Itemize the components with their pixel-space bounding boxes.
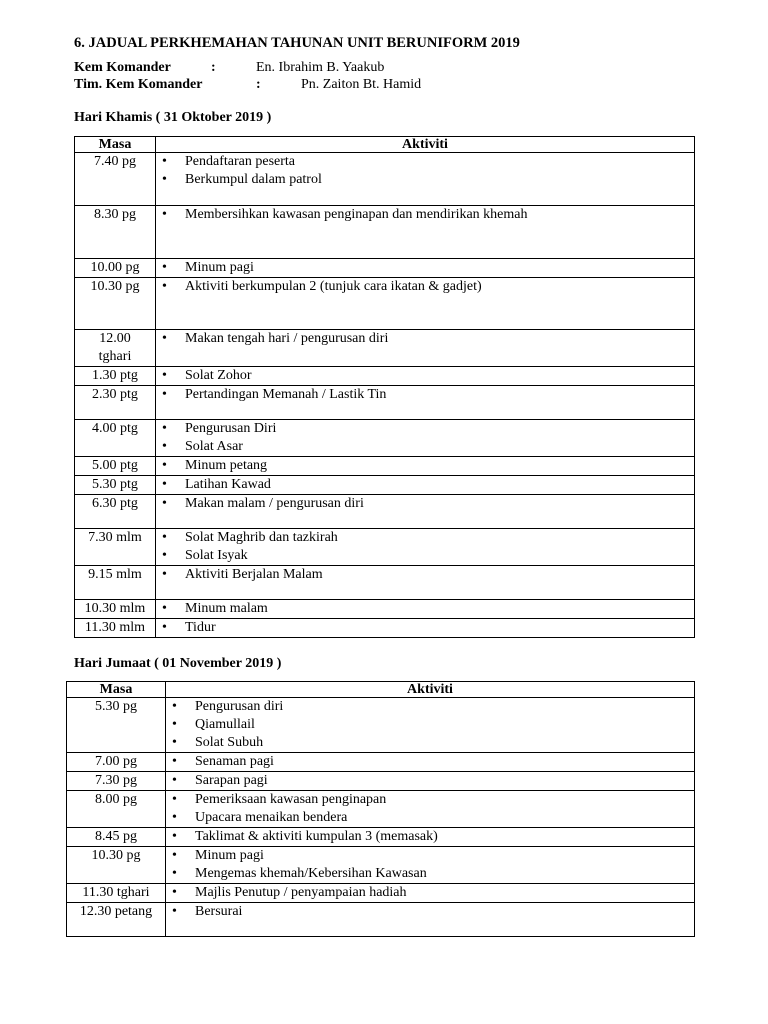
- activity-text: Pengurusan Diri: [185, 421, 277, 436]
- time-text: 12.00: [99, 331, 131, 346]
- table-row: [75, 529, 695, 566]
- table-row: [75, 457, 695, 476]
- time-text: 4.00 ptg: [92, 421, 138, 436]
- activity-item: [172, 903, 694, 921]
- activity-cell: [166, 828, 695, 847]
- activity-list: [162, 420, 694, 456]
- activity-item: [172, 828, 694, 846]
- document-title: 6. JADUAL PERKHEMAHAN TAHUNAN UNIT BERUNIFORM 2019: [74, 35, 520, 51]
- bullet-icon: •: [172, 810, 177, 825]
- activity-text: Solat Maghrib dan tazkirah: [185, 530, 338, 545]
- activity-text: Qiamullail: [195, 717, 255, 732]
- activity-cell: [156, 619, 695, 638]
- table-row: [75, 206, 695, 259]
- activity-cell: [166, 772, 695, 791]
- day2-schedule-table: [66, 681, 695, 937]
- activity-cell: [156, 153, 695, 206]
- time-cell: [67, 903, 166, 937]
- activity-cell: [156, 529, 695, 566]
- activity-cell: [166, 903, 695, 937]
- activity-cell: [156, 457, 695, 476]
- activity-text: Pemeriksaan kawasan penginapan: [195, 792, 387, 807]
- time-text: 8.45 pg: [95, 829, 137, 844]
- bullet-icon: •: [162, 421, 167, 436]
- activity-text: Membersihkan kawasan penginapan dan mendirikan khemah: [185, 207, 528, 222]
- time-cell: [75, 476, 156, 495]
- activity-cell: [156, 330, 695, 367]
- table-row: [75, 330, 695, 367]
- activity-list: [172, 753, 694, 771]
- bullet-icon: •: [172, 866, 177, 881]
- activity-list: [172, 698, 694, 752]
- time-cell: [75, 278, 156, 330]
- activity-list: [162, 457, 694, 475]
- commander-label: Kem Komander: [74, 60, 171, 75]
- table-row: [75, 367, 695, 386]
- time-cell: [75, 386, 156, 420]
- time-text: 7.00 pg: [95, 754, 137, 769]
- bullet-icon: •: [172, 848, 177, 863]
- table-row: [75, 259, 695, 278]
- bullet-icon: •: [172, 717, 177, 732]
- table-row: [75, 278, 695, 330]
- bullet-icon: •: [172, 792, 177, 807]
- activity-text: Pengurusan diri: [195, 699, 284, 714]
- table-row: [67, 753, 695, 772]
- bullet-icon: •: [162, 477, 167, 492]
- activity-text: Solat Asar: [185, 439, 243, 454]
- activity-list: [162, 566, 694, 584]
- activity-item: [162, 206, 694, 224]
- activity-text: Makan malam / pengurusan diri: [185, 496, 364, 511]
- bullet-icon: •: [162, 496, 167, 511]
- activity-text: Sarapan pagi: [195, 773, 268, 788]
- activity-list: [162, 278, 694, 296]
- activity-cell: [156, 600, 695, 619]
- time-text: 6.30 ptg: [92, 496, 138, 511]
- activity-item: [162, 495, 694, 513]
- activity-item: [172, 698, 694, 716]
- table-row: [67, 903, 695, 937]
- activity-cell: [166, 847, 695, 884]
- time-cell: [75, 153, 156, 206]
- activity-list: [162, 259, 694, 277]
- bullet-icon: •: [162, 368, 167, 383]
- activity-list: [162, 600, 694, 618]
- table-row: [67, 791, 695, 828]
- activity-list: [172, 772, 694, 790]
- bullet-icon: •: [162, 601, 167, 616]
- bullet-icon: •: [162, 260, 167, 275]
- commander-colon: :: [211, 60, 216, 75]
- table-row: [75, 600, 695, 619]
- activity-item: [162, 529, 694, 547]
- time-cell: [75, 529, 156, 566]
- activity-cell: [166, 884, 695, 903]
- activity-item: [172, 884, 694, 902]
- time-text: 8.30 pg: [94, 207, 136, 222]
- activity-text: Solat Isyak: [185, 548, 248, 563]
- activity-list: [172, 884, 694, 902]
- time-text: 10.30 pg: [90, 279, 140, 294]
- activity-cell: [166, 753, 695, 772]
- time-text: 10.30 pg: [91, 848, 141, 863]
- time-text: 12.30 petang: [79, 904, 153, 919]
- activity-column-header: Aktiviti: [166, 682, 695, 698]
- bullet-icon: •: [162, 439, 167, 454]
- activity-item: [162, 153, 694, 171]
- time-cell: [75, 457, 156, 476]
- activity-list: [162, 529, 694, 565]
- activity-cell: [156, 259, 695, 278]
- activity-cell: [166, 698, 695, 753]
- time-text: 8.00 pg: [95, 792, 137, 807]
- time-cell: [75, 566, 156, 600]
- time-cell: [75, 420, 156, 457]
- bullet-icon: •: [172, 735, 177, 750]
- activity-cell: [156, 278, 695, 330]
- activity-item: [172, 791, 694, 809]
- activity-item: [162, 278, 694, 296]
- table-row: [75, 386, 695, 420]
- time-cell: [75, 330, 156, 367]
- time-cell: [75, 600, 156, 619]
- activity-text: Berkumpul dalam patrol: [185, 172, 322, 187]
- activity-list: [162, 330, 694, 348]
- activity-item: [162, 259, 694, 277]
- activity-item: [162, 566, 694, 584]
- activity-item: [162, 171, 694, 189]
- time-text: 7.30 mlm: [88, 530, 142, 545]
- activity-cell: [156, 367, 695, 386]
- time-text: 7.30 pg: [95, 773, 137, 788]
- bullet-icon: •: [172, 885, 177, 900]
- day1-schedule-table: [74, 136, 695, 638]
- bullet-icon: •: [162, 530, 167, 545]
- time-text: tghari: [98, 349, 132, 364]
- activity-text: Bersurai: [195, 904, 243, 919]
- table-header-row: [75, 137, 695, 153]
- activity-item: [172, 847, 694, 865]
- table-row: [67, 698, 695, 753]
- activity-list: [162, 206, 694, 224]
- time-column-header: Masa: [75, 137, 156, 153]
- bullet-icon: •: [162, 331, 167, 346]
- bullet-icon: •: [162, 279, 167, 294]
- activity-item: [162, 600, 694, 618]
- activity-item: [162, 330, 694, 348]
- activity-list: [172, 828, 694, 846]
- activity-cell: [156, 420, 695, 457]
- day2-heading: Hari Jumaat ( 01 November 2019 ): [74, 656, 282, 671]
- table-row: [67, 828, 695, 847]
- activity-item: [172, 716, 694, 734]
- bullet-icon: •: [162, 548, 167, 563]
- time-cell: [67, 753, 166, 772]
- activity-item: [162, 367, 694, 385]
- activity-text: Pertandingan Memanah / Lastik Tin: [185, 387, 387, 402]
- activity-list: [162, 153, 694, 189]
- time-cell: [67, 772, 166, 791]
- time-text: 9.15 mlm: [88, 567, 142, 582]
- time-text: 7.40 pg: [94, 154, 136, 169]
- activity-item: [172, 809, 694, 827]
- activity-item: [162, 420, 694, 438]
- activity-cell: [156, 495, 695, 529]
- activity-text: Aktiviti Berjalan Malam: [185, 567, 323, 582]
- activity-text: Makan tengah hari / pengurusan diri: [185, 331, 389, 346]
- activity-column-header: Aktiviti: [156, 137, 695, 153]
- bullet-icon: •: [172, 829, 177, 844]
- activity-cell: [156, 476, 695, 495]
- activity-text: Tidur: [185, 620, 216, 635]
- time-column-header: Masa: [67, 682, 166, 698]
- time-text: 5.00 ptg: [92, 458, 138, 473]
- activity-list: [162, 386, 694, 404]
- time-text: 5.30 ptg: [92, 477, 138, 492]
- bullet-icon: •: [162, 620, 167, 635]
- table-header-row: [67, 682, 695, 698]
- bullet-icon: •: [172, 699, 177, 714]
- table-row: [75, 566, 695, 600]
- activity-text: Senaman pagi: [195, 754, 274, 769]
- activity-text: Aktiviti berkumpulan 2 (tunjuk cara ikatan & gadjet): [185, 279, 482, 294]
- activity-list: [162, 476, 694, 494]
- time-text: 1.30 ptg: [92, 368, 138, 383]
- activity-list: [162, 367, 694, 385]
- activity-text: Pendaftaran peserta: [185, 154, 295, 169]
- bullet-icon: •: [162, 154, 167, 169]
- deputy-commander-colon: :: [256, 77, 261, 92]
- activity-text: Mengemas khemah/Kebersihan Kawasan: [195, 866, 427, 881]
- time-cell: [75, 495, 156, 529]
- time-text: 11.30 tghari: [82, 885, 150, 900]
- activity-item: [162, 547, 694, 565]
- table-row: [75, 619, 695, 638]
- activity-item: [172, 753, 694, 771]
- activity-cell: [156, 206, 695, 259]
- time-text: 10.30 mlm: [84, 601, 146, 616]
- table-row: [67, 847, 695, 884]
- bullet-icon: •: [162, 387, 167, 402]
- time-cell: [67, 828, 166, 847]
- time-text: 2.30 ptg: [92, 387, 138, 402]
- table-row: [75, 495, 695, 529]
- activity-text: Solat Zohor: [185, 368, 252, 383]
- activity-text: Upacara menaikan bendera: [195, 810, 348, 825]
- activity-cell: [156, 566, 695, 600]
- time-cell: [67, 791, 166, 828]
- activity-item: [172, 772, 694, 790]
- activity-text: Minum pagi: [195, 848, 264, 863]
- time-cell: [67, 698, 166, 753]
- activity-list: [162, 495, 694, 513]
- activity-text: Taklimat & aktiviti kumpulan 3 (memasak): [195, 829, 438, 844]
- day1-heading: Hari Khamis ( 31 Oktober 2019 ): [74, 110, 272, 125]
- activity-item: [162, 457, 694, 475]
- time-cell: [67, 847, 166, 884]
- table-row: [67, 772, 695, 791]
- activity-cell: [166, 791, 695, 828]
- time-text: 11.30 mlm: [84, 620, 146, 635]
- table-row: [75, 153, 695, 206]
- time-cell: [75, 619, 156, 638]
- activity-text: Minum petang: [185, 458, 268, 473]
- bullet-icon: •: [162, 172, 167, 187]
- bullet-icon: •: [162, 567, 167, 582]
- activity-cell: [156, 386, 695, 420]
- activity-item: [162, 386, 694, 404]
- bullet-icon: •: [162, 207, 167, 222]
- activity-list: [162, 619, 694, 637]
- bullet-icon: •: [172, 754, 177, 769]
- time-cell: [75, 367, 156, 386]
- table-row: [75, 420, 695, 457]
- activity-text: Latihan Kawad: [185, 477, 271, 492]
- bullet-icon: •: [172, 904, 177, 919]
- bullet-icon: •: [172, 773, 177, 788]
- commander-name: En. Ibrahim B. Yaakub: [256, 60, 385, 75]
- table-row: [75, 476, 695, 495]
- activity-text: Solat Subuh: [195, 735, 264, 750]
- activity-list: [172, 791, 694, 827]
- activity-item: [172, 865, 694, 883]
- time-cell: [75, 206, 156, 259]
- activity-list: [172, 847, 694, 883]
- deputy-commander-name: Pn. Zaiton Bt. Hamid: [301, 77, 422, 92]
- activity-list: [172, 903, 694, 921]
- activity-text: Minum malam: [185, 601, 268, 616]
- deputy-commander-label: Tim. Kem Komander: [74, 77, 203, 92]
- time-cell: [75, 259, 156, 278]
- activity-item: [162, 476, 694, 494]
- time-cell: [67, 884, 166, 903]
- activity-item: [162, 619, 694, 637]
- activity-text: Minum pagi: [185, 260, 254, 275]
- bullet-icon: •: [162, 458, 167, 473]
- activity-item: [162, 438, 694, 456]
- activity-item: [172, 734, 694, 752]
- time-text: 10.00 pg: [90, 260, 140, 275]
- table-row: [67, 884, 695, 903]
- time-text: 5.30 pg: [95, 699, 137, 714]
- activity-text: Majlis Penutup / penyampaian hadiah: [195, 885, 407, 900]
